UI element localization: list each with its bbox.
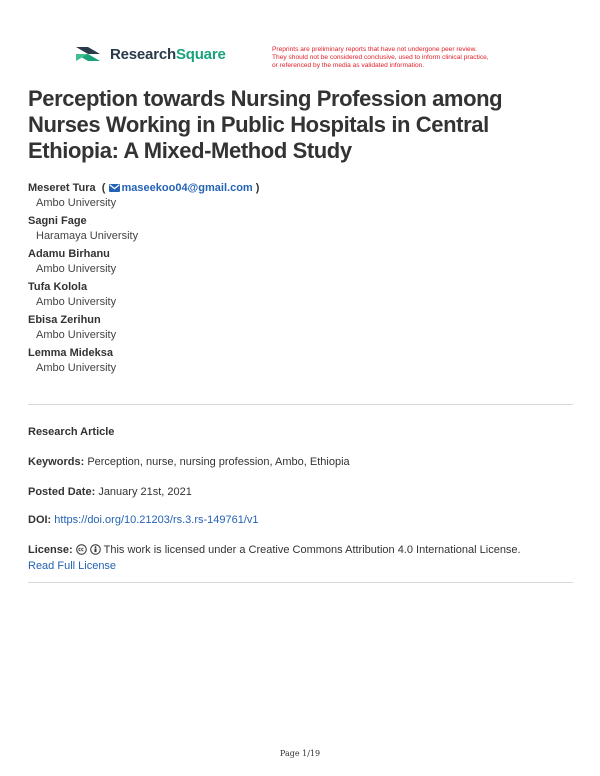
posted-date-value: January 21st, 2021 [98,486,192,498]
author-name: Lemma Mideksa [28,347,113,359]
author-entry [28,346,578,376]
author-name: Ebisa Zerihun [28,314,101,326]
author-affiliation: Haramaya University [36,230,139,242]
author-name-text: Meseret Tura [28,182,96,194]
author-affiliation: Ambo University [36,329,117,341]
envelope-icon [109,184,120,192]
logo-word-research: Research [110,45,176,63]
research-square-logo[interactable] [74,44,226,64]
doi-row [28,512,573,528]
keywords-value: Perception, nurse, nursing profession, Ambo, Ethiopia [87,456,350,468]
author-name [28,181,578,196]
logo-word-square: Square [175,45,226,63]
author-affiliation: Ambo University [36,263,117,275]
keywords-row [28,454,573,470]
license-label: License: [28,544,73,556]
email-paren-open: ( [98,182,106,194]
author-list [28,181,578,379]
article-type-text: Research Article [28,426,115,438]
read-full-license-link[interactable]: Read Full License [28,560,117,572]
author-entry [28,247,578,277]
license-row [28,542,573,574]
article-type [28,424,573,440]
preprint-notice: Preprints are preliminary reports that have not undergone peer review. They should not be considered conclusive, used to inform clinical practice, or referenced by the media as validated information. [272,46,489,70]
author-entry [28,280,578,310]
author-entry [28,313,578,343]
section-divider [28,404,573,405]
logo-wordmark [110,46,226,63]
author-affiliation: Ambo University [36,362,117,374]
header [74,44,544,78]
page-number: Page 1/19 [279,749,321,758]
attribution-icon [90,544,101,555]
author-affiliation: Ambo University [36,296,117,308]
author-name: Tufa Kolola [28,281,88,293]
keywords-label: Keywords: [28,456,85,468]
author-name: Adamu Birhanu [28,248,110,260]
posted-date-row [28,484,573,500]
author-name: Sagni Fage [28,215,87,227]
paper-title: Perception towards Nursing Profession among Nurses Working in Public Hospitals in Central Ethiopia: A Mixed-Method Study [28,86,503,163]
doi-label: DOI: [28,514,52,526]
author-entry [28,181,578,211]
license-text: This work is licensed under a Creative Commons Attribution 4.0 International License. [103,544,521,556]
section-divider [28,582,573,583]
creative-commons-icon [76,544,87,555]
research-square-logo-icon [74,44,102,64]
author-affiliation: Ambo University [36,197,117,209]
posted-date-label: Posted Date: [28,486,96,498]
author-email-link[interactable]: maseekoo04@gmail.com [121,182,253,194]
email-paren-close: ) [255,182,260,194]
author-entry [28,214,578,244]
doi-link[interactable]: https://doi.org/10.21203/rs.3.rs-149761/v1 [54,514,259,526]
